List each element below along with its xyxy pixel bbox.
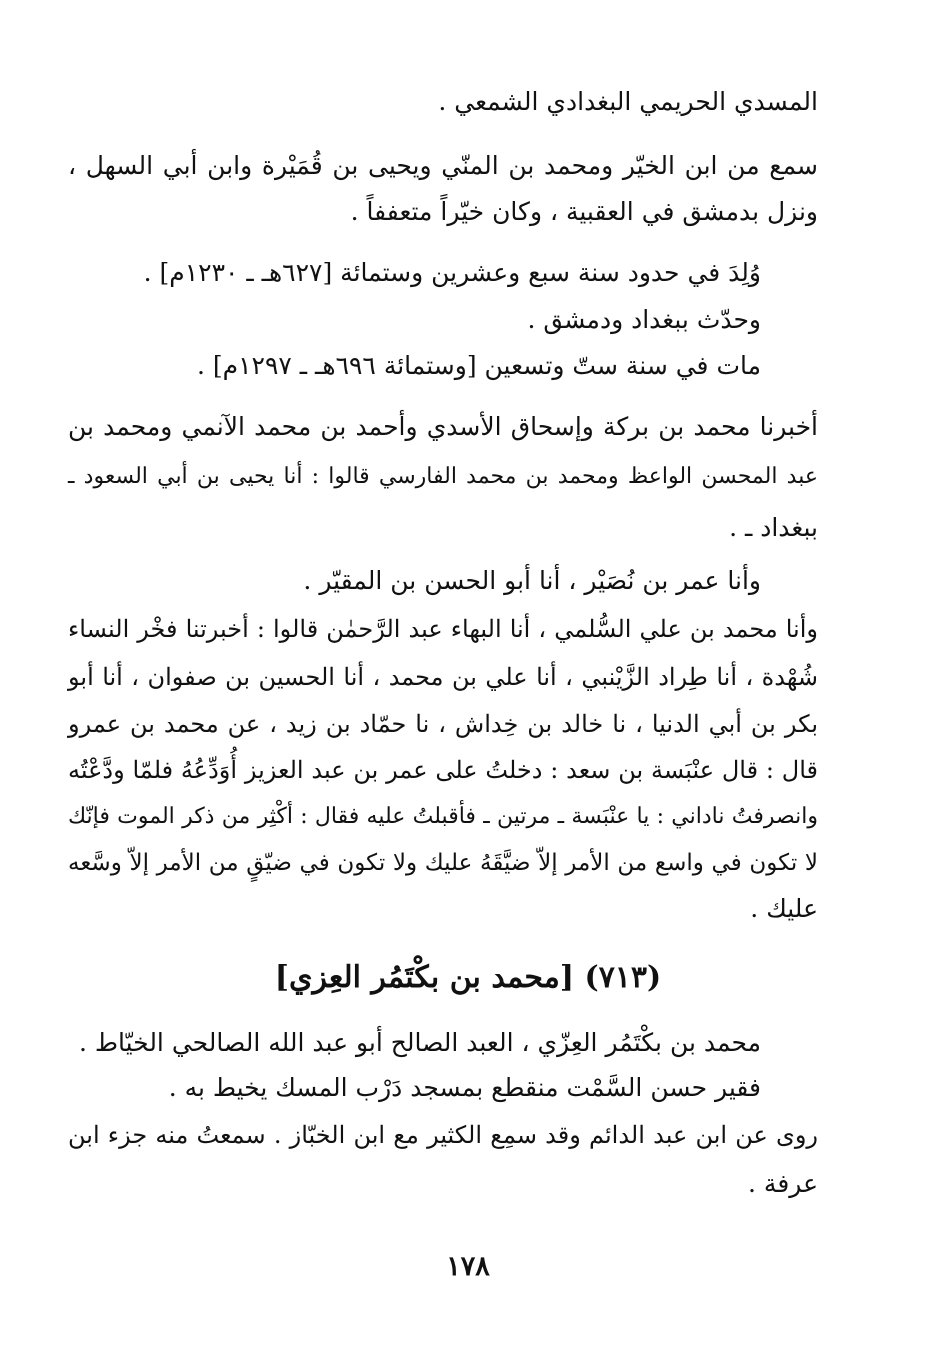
entry-heading: (٧١٣) [محمد بن بكْتَمُر العِزي]: [274, 960, 662, 995]
text-line: محمد بن بكْتَمُر العِزّي ، العبد الصالح أبو عبد الله الصالحي الخيّاط .: [79, 1028, 761, 1057]
text-line: فقير حسن السَّمْت منقطع بمسجد دَرْب المسك يخيط به .: [168, 1073, 761, 1102]
text-line: وُلِدَ في حدود سنة سبع وعشرين وستمائة [٦٢٧هـ ـ ١٢٣٠م] .: [143, 258, 761, 287]
text-line: عرفة .: [748, 1169, 818, 1198]
text-line: عليك .: [750, 894, 818, 923]
text-line: روى عن ابن عبد الدائم وقد سمِع الكثير مع ابن الخبّاز . سمعتُ منه جزء ابن: [68, 1121, 819, 1149]
text-line: عبد المحسن الواعظ ومحمد بن محمد الفارسي قالوا : أنا يحيى بن أبي السعود ـ: [68, 464, 818, 489]
text-line: ونزل بدمشق في العقبية ، وكان خيّراً متعففاً .: [350, 197, 818, 226]
text-line: شُهْدة ، أنا طِراد الزَّيْنبي ، أنا علي بن محمد ، أنا الحسين بن صفوان ، أنا أبو: [68, 663, 818, 691]
page-number: ١٧٨: [446, 1251, 490, 1282]
text-line: وحدّث ببغداد ودمشق .: [527, 305, 761, 334]
text-line: لا تكون في واسع من الأمر إلاّ ضيَّقَهُ عليك ولا تكون في ضيّقٍ من الأمر إلاّ وسَّعه: [68, 850, 818, 876]
text-line: سمع من ابن الخيّر ومحمد بن المنّي ويحيى بن قُمَيْرة وابن أبي السهل ،: [68, 151, 818, 180]
text-line: وأنا عمر بن نُصَيْر ، أنا أبو الحسن بن المقيّر .: [303, 566, 761, 595]
text-line: بكر بن أبي الدنيا ، نا خالد بن خِداش ، نا حمّاد بن زيد ، عن محمد بن عمرو: [68, 710, 818, 738]
text-line: أخبرنا محمد بن بركة وإسحاق الأسدي وأحمد بن محمد الآنمي ومحمد بن: [68, 412, 818, 441]
text-line: وانصرفتُ ناداني : يا عنْبَسة ـ مرتين ـ فأقبلتُ عليه فقال : أكْثِر من ذكر الموت فإنّك: [68, 804, 818, 829]
text-line: وأنا محمد بن علي السُّلمي ، أنا البهاء عبد الرَّحمٰن قالوا : أخبرتنا فخْر النساء: [68, 615, 818, 643]
text-line: مات في سنة ستّ وتسعين [وستمائة ٦٩٦هـ ـ ١٢٩٧م] .: [196, 351, 761, 380]
text-line: المسدي الحريمي البغدادي الشمعي .: [438, 87, 818, 116]
text-line: ببغداد ـ .: [729, 513, 818, 542]
text-line: قال : قال عنْبَسة بن سعد : دخلتُ على عمر بن عبد العزيز أُوَدِّعُهُ فلمّا ودَّعْتُه: [68, 756, 818, 784]
